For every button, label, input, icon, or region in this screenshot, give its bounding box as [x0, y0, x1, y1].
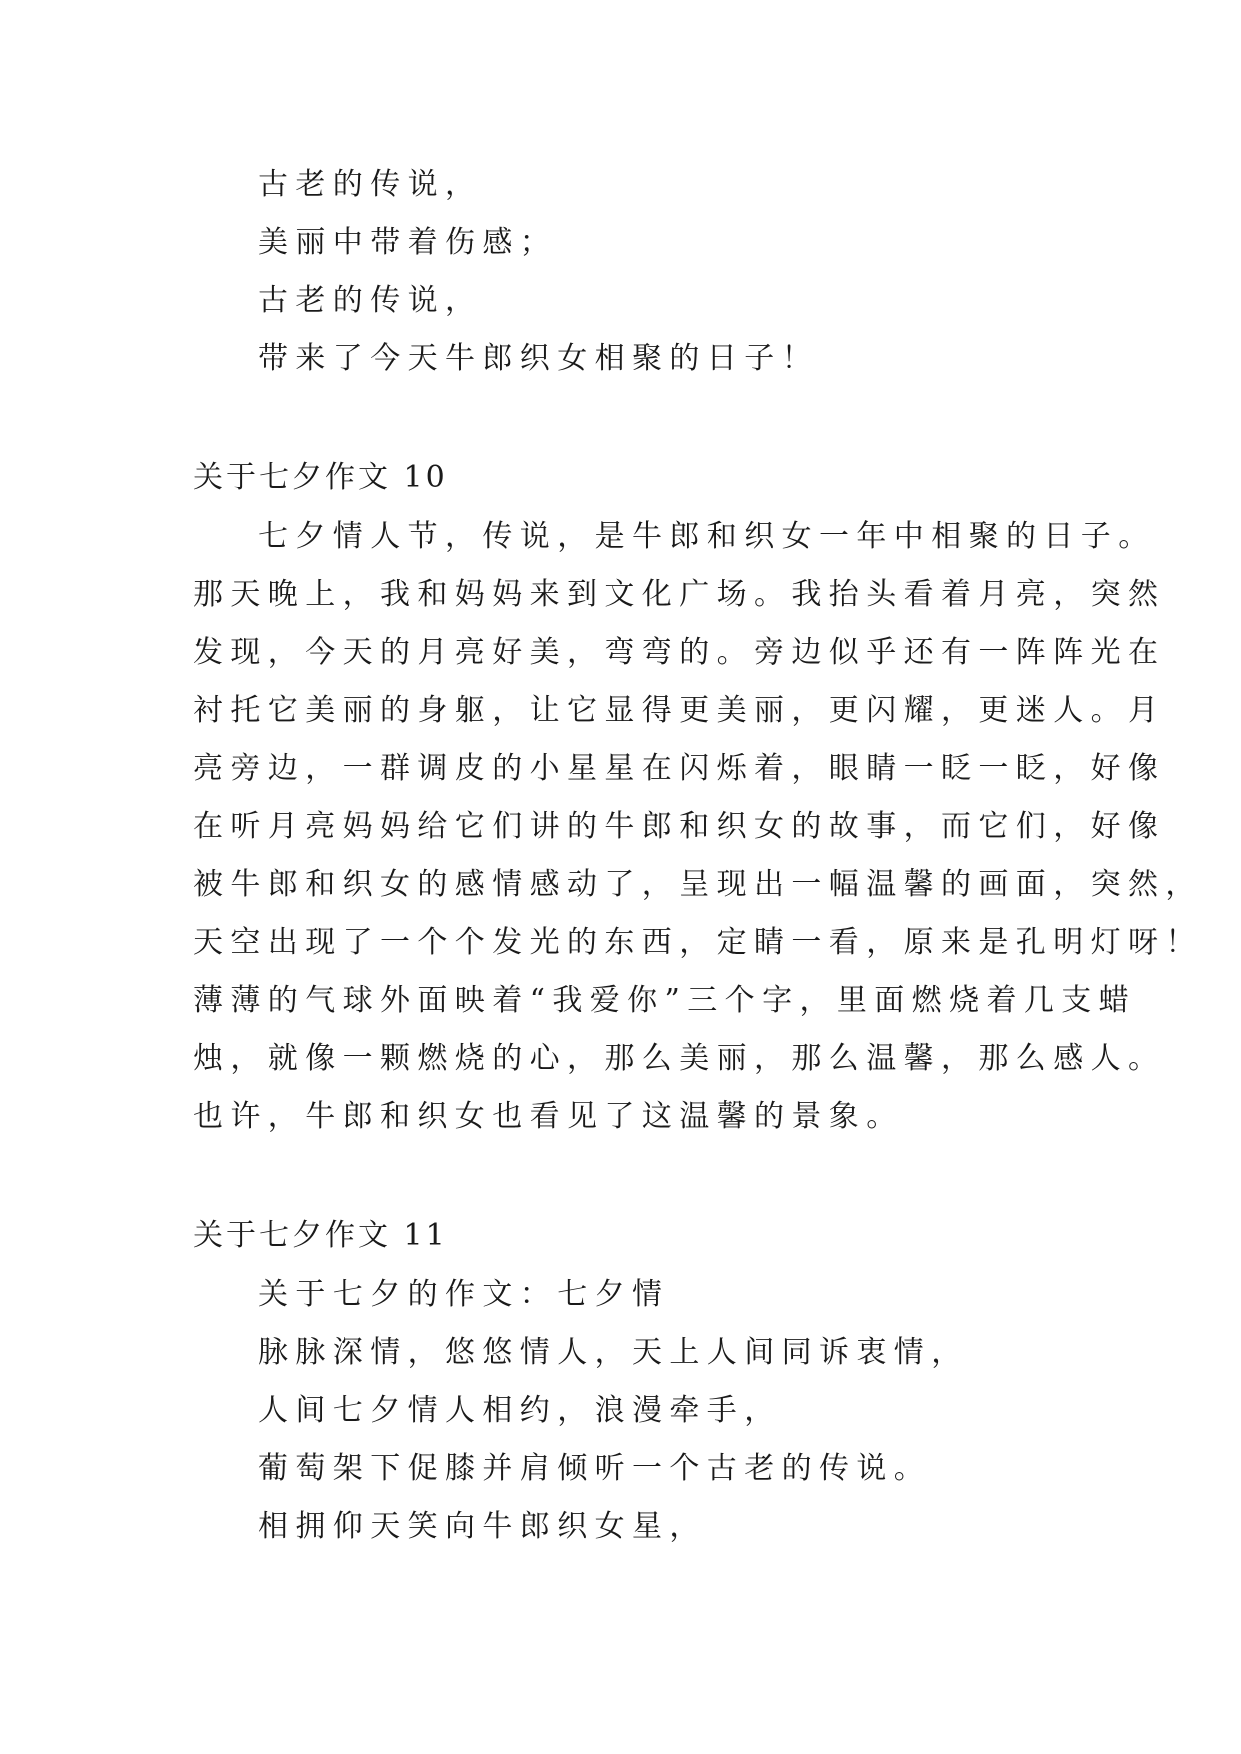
poem-line: 带来了今天牛郎织女相聚的日子！ — [258, 341, 819, 376]
paragraph-line: 亮旁边，一群调皮的小星星在闪烁着，眼睛一眨一眨，好像 — [193, 751, 1166, 786]
paragraph-line: 衬托它美丽的身躯，让它显得更美丽，更闪耀，更迷人。月 — [193, 693, 1166, 728]
section-heading: 关于七夕作文 11 — [193, 1218, 448, 1253]
paragraph-line: 天空出现了一个个发光的东西，定睛一看，原来是孔明灯呀！ — [193, 925, 1203, 960]
poem-line: 关于七夕的作文：七夕情 — [258, 1277, 670, 1312]
poem-line: 美丽中带着伤感； — [258, 225, 558, 260]
paragraph-line: 在听月亮妈妈给它们讲的牛郎和织女的故事，而它们，好像 — [193, 809, 1166, 844]
paragraph-line: 薄薄的气球外面映着“我爱你”三个字，里面燃烧着几支蜡 — [193, 983, 1137, 1018]
poem-line: 古老的传说， — [258, 167, 483, 202]
section-heading: 关于七夕作文 10 — [193, 460, 448, 495]
paragraph-line: 也许，牛郎和织女也看见了这温馨的景象。 — [193, 1099, 904, 1134]
paragraph-line: 那天晚上，我和妈妈来到文化广场。我抬头看着月亮，突然 — [193, 577, 1166, 612]
paragraph-line: 被牛郎和织女的感情感动了，呈现出一幅温馨的画面，突然， — [193, 867, 1203, 902]
poem-line: 脉脉深情，悠悠情人，天上人间同诉衷情， — [258, 1335, 969, 1370]
paragraph-line: 七夕情人节，传说，是牛郎和织女一年中相聚的日子。 — [258, 519, 1156, 554]
poem-line: 人间七夕情人相约，浪漫牵手， — [258, 1393, 782, 1428]
paragraph-line: 烛，就像一颗燃烧的心，那么美丽，那么温馨，那么感人。 — [193, 1041, 1166, 1076]
poem-line: 古老的传说， — [258, 283, 483, 318]
paragraph-line: 发现，今天的月亮好美，弯弯的。旁边似乎还有一阵阵光在 — [193, 635, 1166, 670]
poem-line: 葡萄架下促膝并肩倾听一个古老的传说。 — [258, 1451, 932, 1486]
poem-line: 相拥仰天笑向牛郎织女星， — [258, 1509, 707, 1544]
